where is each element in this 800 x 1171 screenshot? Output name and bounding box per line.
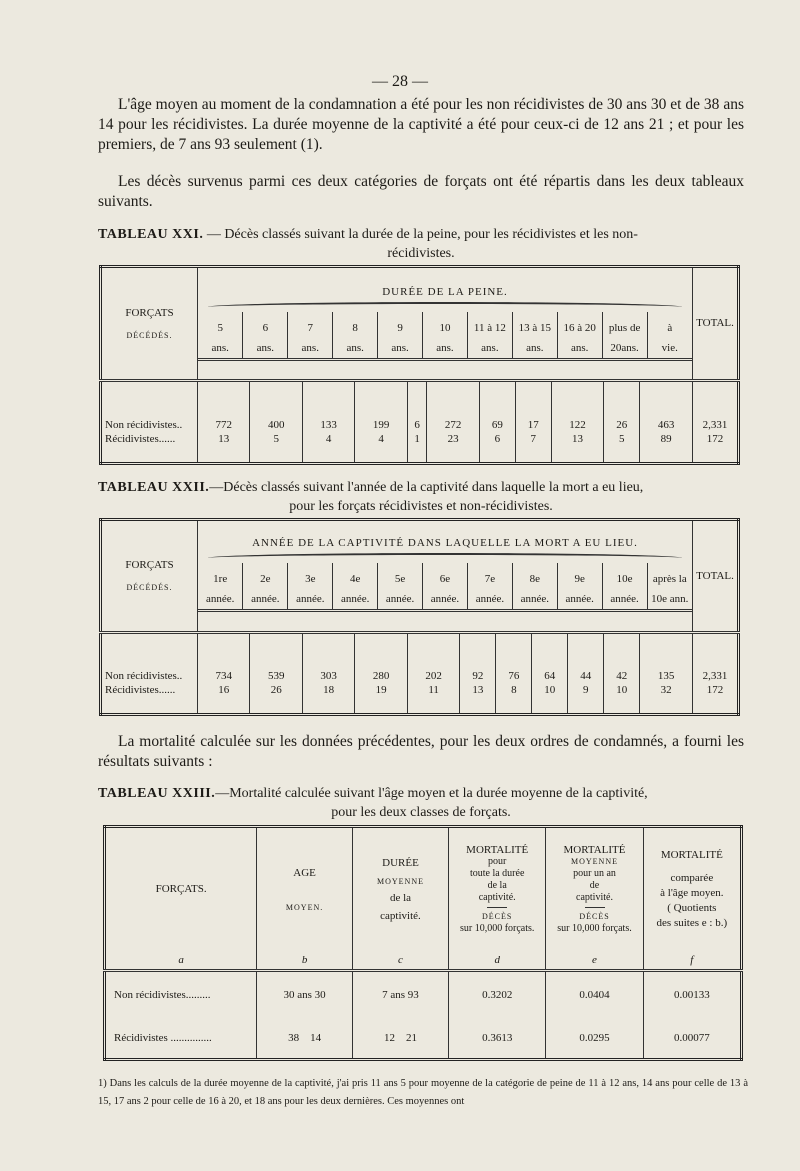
row-label: Récidivistes...... — [101, 433, 198, 463]
column-letter: f — [643, 950, 741, 970]
t23-h-age-1: AGE — [293, 866, 316, 879]
t22-col-header — [423, 563, 468, 611]
table-cell: 13 — [551, 433, 603, 463]
t21-col-header — [512, 312, 557, 360]
t23-h-e-6: DÉCÈS — [579, 911, 610, 921]
table-cell: 0.00077 — [643, 1018, 741, 1059]
table-21 — [99, 265, 740, 465]
table-cell: 4 — [355, 433, 407, 463]
table-22-total-header: TOTAL. — [693, 520, 739, 633]
t22-col-header — [602, 563, 647, 611]
t21-col-header-top: 9 — [397, 322, 403, 334]
column-letter: b — [257, 950, 353, 970]
table-cell: 26 — [604, 380, 640, 433]
table-21-label: TABLEAU XXI. — [98, 227, 204, 242]
mid-paragraph: La mortalité calculée sur les données précédentes, pour les deux ordres de condamnés, a fourni les résultats suivants : — [98, 733, 744, 770]
t23-h-f-5: des suites e : b.) — [656, 916, 728, 929]
t21-col-header-bottom: ans. — [526, 342, 544, 354]
t21-col-header-bottom: ans. — [346, 342, 364, 354]
t22-col-header-top: 3e — [305, 573, 316, 585]
table-cell: 0.0404 — [546, 971, 643, 1019]
t21-col-header-bottom: ans. — [436, 342, 454, 354]
t23-h-f-2: comparée — [670, 871, 714, 884]
t21-col-header — [288, 312, 333, 360]
table-cell: 0.0295 — [546, 1018, 643, 1059]
t23-h-e — [546, 827, 643, 951]
table-cell: 38 14 — [257, 1018, 353, 1059]
t23-h-e-1: MORTALITÉ — [563, 843, 626, 856]
t21-col-header-bottom: ans. — [481, 342, 499, 354]
table-cell: 23 — [427, 433, 479, 463]
table-22-group-header — [198, 520, 693, 633]
table-22-caption-line1: —Décès classés suivant l'année de la captivité dans laquelle la mort a eu lieu, — [209, 480, 644, 495]
column-letter: e — [546, 950, 643, 970]
table-cell: 42 — [604, 632, 640, 684]
t21-col-header-top: 7 — [307, 322, 314, 334]
row-total: 2,331 — [693, 632, 739, 684]
table-cell: 734 — [198, 632, 250, 684]
table-21-group-header — [198, 267, 693, 381]
t22-col-header — [333, 563, 378, 611]
table-cell: 17 — [515, 380, 551, 433]
table-row — [101, 684, 739, 714]
table-cell: 18 — [302, 684, 354, 714]
t21-col-header-top: plus de — [608, 322, 641, 334]
table-21-brace — [208, 302, 682, 312]
table-cell: 10 — [532, 684, 568, 714]
t21-col-header-bottom: 20ans. — [610, 342, 639, 354]
t23-h-duree — [352, 827, 448, 951]
row-label: Non récidivistes......... — [105, 971, 257, 1019]
row-label: Non récidivistes.. — [101, 632, 198, 684]
table-21-span-title: DURÉE DE LA PEINE. — [382, 286, 508, 298]
table-cell: 280 — [355, 632, 407, 684]
footnote: 1) Dans les calculs de la durée moyenne de la captivité, j'ai pris 11 ans 5 pour moyenne de la catégorie de peine de 11 à 12 ans, 14 ans pour celle de 13 à 15, 17 ans 2 pour celle de 16 à 20, et 18 ans pour les deux dernières. Ces moyennes ont — [98, 1078, 748, 1107]
t22-col-header — [647, 563, 692, 611]
page-number: — 28 — — [372, 73, 428, 90]
table-21-column-headers — [198, 312, 692, 361]
table-cell: 135 — [640, 632, 693, 684]
table-21-row-header — [101, 267, 198, 381]
table-21-caption-line2: récidivistes. — [387, 246, 455, 261]
row-label: Non récidivistes.. — [101, 380, 198, 433]
table-22-brace — [208, 553, 682, 563]
t23-h-d — [449, 827, 546, 951]
t22-col-header-bottom: année. — [296, 593, 325, 605]
t22-col-header — [243, 563, 288, 611]
table-21-caption-line1: — Décès classés suivant la durée de la peine, pour les récidivistes et les non- — [203, 227, 638, 242]
row-total: 172 — [693, 684, 739, 714]
t23-h-d-2: pour — [488, 855, 507, 867]
table-cell: 13 — [460, 684, 496, 714]
t22-col-header — [512, 563, 557, 611]
t21-col-header — [198, 312, 243, 360]
t23-h-f-4: ( Quotients — [667, 901, 717, 914]
table-cell: 463 — [640, 380, 693, 433]
table-cell: 202 — [407, 632, 459, 684]
table-23-label: TABLEAU XXIII. — [98, 786, 216, 801]
t22-col-header-bottom: année. — [565, 593, 594, 605]
table-22-forcats-label: FORÇATS — [125, 559, 174, 572]
table-cell: 199 — [355, 380, 407, 433]
t21-col-header — [333, 312, 378, 360]
t23-h-d-4: de la — [487, 879, 507, 891]
row-total: 172 — [693, 433, 739, 463]
t21-col-header-top: 8 — [352, 322, 358, 334]
table-cell: 13 — [198, 433, 250, 463]
table-cell: 10 — [604, 684, 640, 714]
t21-col-header-top: 16 à 20 — [563, 322, 596, 334]
t22-col-header-bottom: année. — [430, 593, 460, 605]
table-cell: 64 — [532, 632, 568, 684]
t21-col-header-bottom: ans. — [301, 342, 319, 354]
t22-col-header-top: 5e — [394, 573, 406, 585]
table-23-caption-line2: pour les deux classes de forçats. — [331, 805, 511, 820]
table-21-forcats-label: FORÇATS — [125, 306, 174, 319]
t23-h-e-2: MOYENNE — [571, 856, 618, 866]
t22-col-header-top: 10e — [616, 573, 633, 585]
t22-col-header-bottom: année. — [475, 593, 505, 605]
t23-h-duree-1: DURÉE — [382, 856, 419, 869]
t23-h-d-dash — [487, 907, 507, 908]
t22-col-header — [288, 563, 333, 611]
table-row — [105, 1018, 742, 1059]
table-cell: 133 — [302, 380, 354, 433]
column-letter: c — [352, 950, 448, 970]
table-cell: 272 — [427, 380, 479, 433]
table-23 — [103, 825, 743, 1061]
table-22-span-title: ANNÉE DE LA CAPTIVITÉ DANS LAQUELLE LA MORT A EU LIEU. — [252, 537, 638, 549]
t21-col-header — [557, 312, 602, 360]
t23-h-age — [257, 827, 353, 951]
table-cell: 44 — [568, 632, 604, 684]
t23-h-duree-4: captivité. — [380, 909, 421, 922]
t22-col-header — [198, 563, 243, 611]
t21-col-header — [378, 312, 423, 360]
table-cell: 32 — [640, 684, 693, 714]
t22-col-header-top: après la — [652, 573, 687, 585]
table-cell: 92 — [460, 632, 496, 684]
t22-col-header-bottom: année. — [340, 593, 370, 605]
t21-col-header — [647, 312, 692, 360]
t21-col-header-top: 6 — [262, 322, 269, 334]
table-21-caption — [98, 225, 744, 263]
table-22-column-headers — [198, 563, 692, 612]
table-cell: 11 — [407, 684, 459, 714]
t23-h-e-dash — [585, 907, 605, 908]
t22-col-header-bottom: année. — [206, 593, 235, 605]
table-23-caption-line1: —Mortalité calculée suivant l'âge moyen et la durée moyenne de la captivité, — [215, 786, 648, 801]
t22-col-header-bottom: 10e ann. — [651, 593, 689, 605]
t23-h-e-5: captivité. — [576, 891, 613, 903]
t22-col-header — [378, 563, 423, 611]
t23-h-d-1: MORTALITÉ — [466, 843, 529, 856]
table-cell: 0.00133 — [643, 971, 741, 1019]
table-cell: 539 — [250, 632, 302, 684]
t22-col-header-top: 4e — [349, 573, 361, 585]
table-22-row-header — [101, 520, 198, 633]
t22-col-header-top: 7e — [484, 573, 496, 585]
t23-h-f-3: à l'âge moyen. — [660, 886, 724, 899]
t23-h-forcats: FORÇATS. — [105, 827, 257, 951]
row-label: Récidivistes...... — [101, 684, 198, 714]
table-cell: 5 — [250, 433, 302, 463]
t21-col-header-top: 10 — [439, 322, 451, 334]
table-cell: 303 — [302, 632, 354, 684]
table-cell: 6 — [479, 433, 515, 463]
t21-col-header — [423, 312, 468, 360]
table-cell: 69 — [479, 380, 515, 433]
table-cell: 122 — [551, 380, 603, 433]
table-row — [101, 380, 739, 433]
t21-col-header-bottom: ans. — [211, 342, 229, 354]
table-cell: 8 — [496, 684, 532, 714]
table-cell: 19 — [355, 684, 407, 714]
table-22 — [99, 518, 740, 716]
table-cell: 16 — [198, 684, 250, 714]
t22-col-header-top: 1re — [213, 573, 228, 585]
table-cell: 7 — [515, 433, 551, 463]
t21-col-header-bottom: vie. — [661, 342, 678, 354]
table-cell: 9 — [568, 684, 604, 714]
t23-h-duree-3: de la — [389, 891, 412, 904]
table-22-decedes-label: DÉCÉDÉS. — [126, 583, 173, 593]
t23-h-e-7: sur 10,000 forçats. — [557, 922, 632, 934]
t22-col-header-top: 2e — [260, 573, 271, 585]
row-label: Récidivistes ............... — [105, 1018, 257, 1059]
t21-col-header-bottom: ans. — [391, 342, 409, 354]
t22-col-header-bottom: année. — [520, 593, 549, 605]
table-cell: 5 — [604, 433, 640, 463]
table-cell: 6 — [407, 380, 426, 433]
table-22-label: TABLEAU XXII. — [98, 480, 210, 495]
table-cell: 12 21 — [352, 1018, 448, 1059]
t21-col-header-top: à — [667, 322, 673, 334]
table-cell: 26 — [250, 684, 302, 714]
t21-col-header — [467, 312, 512, 360]
t23-h-e-3: pour un an — [573, 867, 616, 879]
intro-paragraph-1: L'âge moyen au moment de la condamnation a été pour les non récidivistes de 30 ans 30 et de 38 ans 14 pour les récidivistes. La durée moyenne de la captivité a été pour ceux-ci de 12 ans 21 ; et pour les premiers, de 7 ans 93 seulement (1). — [98, 96, 744, 153]
t21-col-header-bottom: ans. — [570, 342, 589, 354]
t23-h-f-1: MORTALITÉ — [660, 848, 723, 861]
t21-col-header — [602, 312, 647, 360]
t23-h-d-5: captivité. — [478, 891, 516, 903]
row-total: 2,331 — [693, 380, 739, 433]
t22-col-header-top: 8e — [529, 573, 540, 585]
t22-col-header-bottom: année. — [610, 593, 639, 605]
t21-col-header-top: 11 à 12 — [473, 322, 506, 334]
table-row — [101, 632, 739, 684]
table-cell: 0.3613 — [449, 1018, 546, 1059]
table-22-caption — [98, 478, 744, 516]
t22-col-header — [557, 563, 602, 611]
t23-h-duree-2: MOYENNE — [376, 876, 424, 886]
column-letter: d — [449, 950, 546, 970]
table-23-caption — [98, 784, 744, 822]
t21-col-header — [243, 312, 288, 360]
table-row — [101, 433, 739, 463]
table-21-decedes-label: DÉCÉDÉS. — [126, 330, 173, 340]
intro-paragraph-2: Les décès survenus parmi ces deux catégories de forçats ont été répartis dans les deux tableaux suivants. — [98, 173, 744, 210]
t22-col-header-top: 9e — [574, 573, 585, 585]
table-cell: 30 ans 30 — [257, 971, 353, 1019]
t21-col-header-bottom: ans. — [256, 342, 275, 354]
column-letter: a — [105, 950, 257, 970]
table-cell: 89 — [640, 433, 693, 463]
table-21-total-header: TOTAL. — [693, 267, 739, 381]
t23-h-e-4: de — [589, 879, 600, 891]
table-cell: 7 ans 93 — [352, 971, 448, 1019]
table-cell: 1 — [407, 433, 426, 463]
t23-h-age-2: MOYEN. — [285, 902, 324, 912]
table-row — [105, 971, 742, 1019]
table-cell: 76 — [496, 632, 532, 684]
table-cell: 772 — [198, 380, 250, 433]
t22-col-header-bottom: année. — [251, 593, 280, 605]
t23-h-f — [643, 827, 741, 951]
table-cell: 400 — [250, 380, 302, 433]
t22-col-header — [467, 563, 512, 611]
table-22-caption-line2: pour les forçats récidivistes et non-récidivistes. — [289, 499, 553, 514]
t22-col-header-bottom: année. — [385, 593, 415, 605]
t23-h-d-3: toute la durée — [469, 867, 525, 879]
table-cell: 0.3202 — [449, 971, 546, 1019]
t21-col-header-top: 5 — [217, 322, 223, 334]
t23-h-d-7: sur 10,000 forçats. — [459, 922, 535, 934]
t23-h-d-6: DÉCÈS — [482, 911, 513, 921]
t21-col-header-top: 13 à 15 — [518, 322, 551, 334]
t22-col-header-top: 6e — [439, 573, 451, 585]
table-cell: 4 — [302, 433, 354, 463]
